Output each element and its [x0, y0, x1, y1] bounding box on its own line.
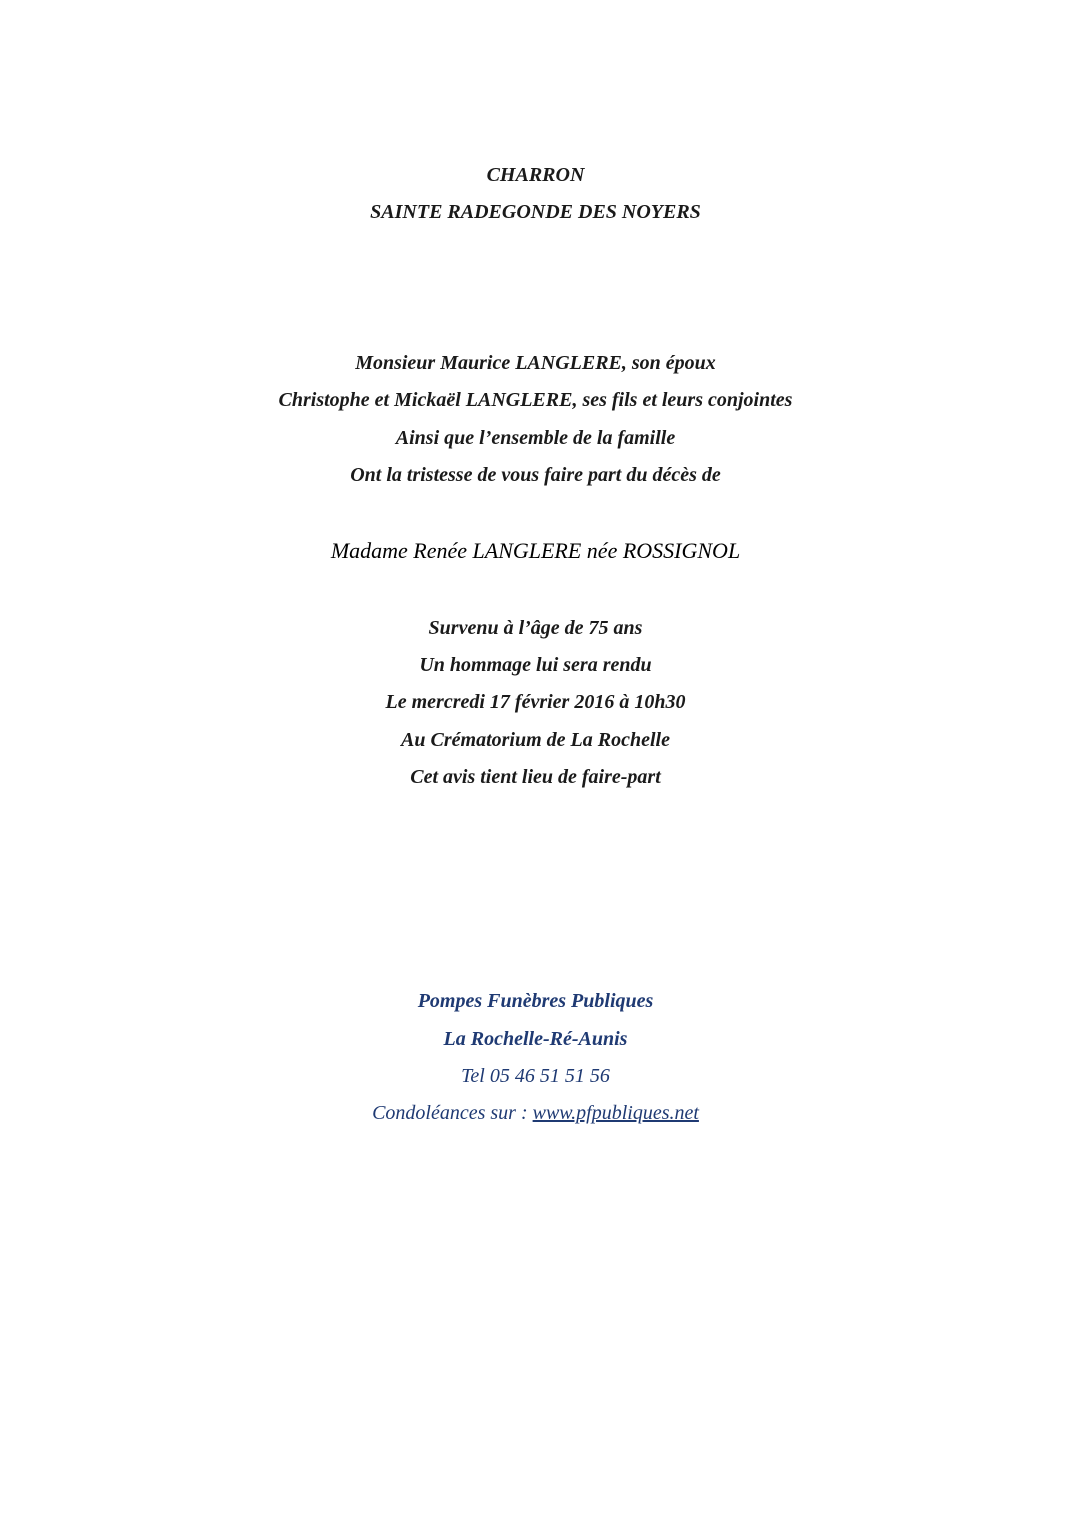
- condolences-line: [0, 1103, 1071, 1123]
- deceased-name: Madame Renée LANGLERE née ROSSIGNOL: [330, 538, 741, 563]
- age-line: Survenu à l’âge de 75 ans: [428, 617, 643, 639]
- notice-line: Cet avis tient lieu de faire-part: [410, 766, 661, 788]
- date-line: Le mercredi 17 février 2016 à 10h30: [385, 691, 686, 713]
- website-link[interactable]: www.pfpubliques.net: [532, 1102, 699, 1124]
- family-line-sons: Christophe et Mickaël LANGLERE, ses fils et leurs conjointes: [278, 389, 793, 411]
- funeral-home-location: La Rochelle-Ré-Aunis: [443, 1028, 628, 1050]
- family-line-relatives: Ainsi que l’ensemble de la famille: [395, 427, 676, 449]
- funeral-home-phone: Tel 05 46 51 51 56: [461, 1065, 610, 1087]
- condolences-prefix: Condoléances sur :: [372, 1102, 533, 1124]
- funeral-home-name: Pompes Funèbres Publiques: [417, 990, 654, 1012]
- family-line-spouse: Monsieur Maurice LANGLERE, son époux: [355, 352, 716, 374]
- announcement-line: Ont la tristesse de vous faire part du décès de: [350, 464, 721, 486]
- town-heading: CHARRON: [486, 164, 585, 186]
- tribute-line: Un hommage lui sera rendu: [419, 654, 652, 676]
- town-subheading: SAINTE RADEGONDE DES NOYERS: [370, 201, 701, 223]
- venue-line: Au Crématorium de La Rochelle: [401, 729, 670, 751]
